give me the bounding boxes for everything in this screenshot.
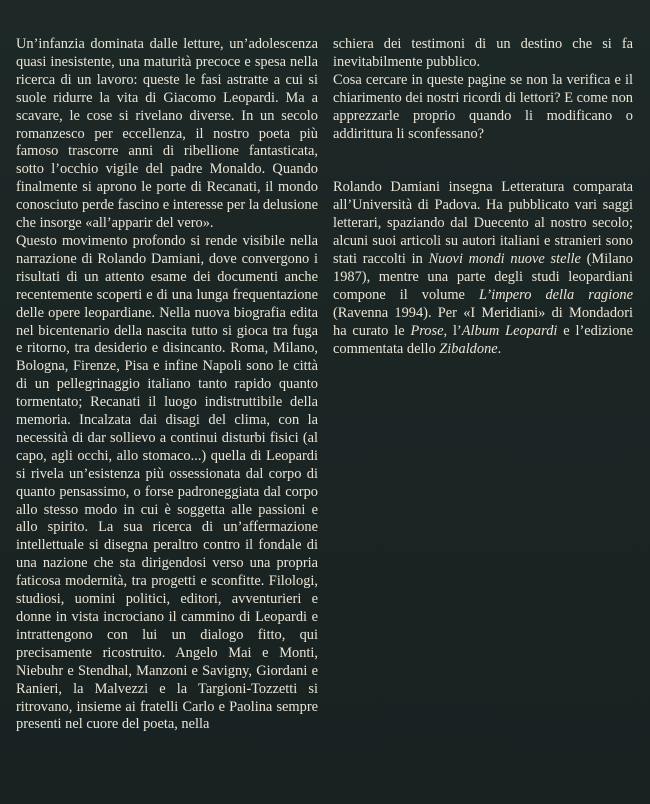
bio-text-1: Rolando Damiani insegna Letteratura comparata all’Università di Padova. Ha pubblicato vari saggi letterari, spaziando dal Duecento al nostro secolo; alcuni suoi articoli su autori italiani e stranieri sono stati raccolti in (333, 179, 633, 268)
synopsis-continuation: schiera dei testimoni di un destino che si fa inevitabilmente pubblico. (333, 36, 633, 70)
synopsis-paragraph-1: Un’infanzia dominata dalle letture, un’adolescenza quasi inesistente, una maturità precoce e spesa nella ricerca di un lavoro: queste le fasi astratte a cui si suole ridurre la vita di Giacomo Leopardi. Ma a scavare, le cose si rivelano diverse. In un secolo romanzesco per eccellenza, il nostro poeta più famoso trascorre anni di ribellione fantasticata, sotto l’occhio vigile del padre Monaldo. Quando finalmente si aprono le porte di Recanati, il mondo conosciuto perde fascino e interesse per la delusione che insorge «all’apparir del vero». (16, 36, 318, 232)
author-bio (333, 179, 633, 358)
synopsis-paragraph-2: Questo movimento profondo si rende visibile nella narrazione di Rolando Damiani, dove convergono i risultati di un attento esame dei documenti anche recentemente scoperti e di una lunga frequentazione delle opere leopardiane. Nella nuova biografia edita nel bicentenario della nascita tutto si gioca tra fuga e ritorno, tra desiderio e disincanto. Roma, Milano, Bologna, Firenze, Pisa e infine Napoli sono le città di un pellegrinaggio italiano tanto rapido quanto tormentato; Recanati il luogo indistruttibile della memoria. Incalzata dai disagi del clima, con la necessità di dar sollievo a continui disturbi fisici (al capo, agli occhi, allo stomaco...) quella di Leopardi si rivela un’esistenza più ossessionata dal corpo di quanto pensassimo, o forse padroneggiata dal corpo allo stesso modo in cui è soggetta alle passioni e allo spirito. La sua ricerca di un’affermazione intellettuale si disegna peraltro contro il fondale di una nazione che sta dirigendosi verso una propria faticosa modernità, tra progetti e sconfitte. Filologi, studiosi, uomini politici, editori, avventurieri e donne in vista incrociano il cammino di Leopardi e intrattengono con lui un dialogo fitto, qui precisamente ricostruito. Angelo Mai e Monti, Niebuhr e Stendhal, Manzoni e Savigny, Giordani e Ranieri, la Malvezzi e la Targioni-Tozzetti si ritrovano, insieme ai fratelli Carlo e Paolina sempre presenti nel cuore del poeta, nella (16, 232, 318, 733)
bio-title-zibaldone: Zibaldone (439, 340, 498, 357)
synopsis-question: Cosa cercare in queste pagine se non la verifica e il chiarimento dei nostri ricordi di lettori? E come non apprezzarle proprio quando li modificano o addirittura li sconfessano? (333, 71, 633, 142)
right-column (333, 36, 633, 359)
bio-title-impero: L’impero della ragione (478, 286, 633, 303)
bio-title-prose: Prose (410, 322, 444, 339)
bio-title-album: Album Leopardi (461, 322, 558, 339)
bio-text-3: (Ravenna 1994). Per «I Meridiani» di Mondadori ha curato le (333, 304, 633, 339)
bio-text-5: e l’edizione commentata dello (333, 322, 633, 357)
bio-text-2: (Milano 1987), mentre una parte degli studi leopardiani compone il volume (333, 251, 633, 303)
bio-text-4: , l’ (443, 322, 462, 339)
left-column (16, 36, 318, 734)
bio-text-6: . (497, 340, 502, 357)
bio-title-nuovi-mondi: Nuovi mondi nuove stelle (428, 251, 581, 268)
